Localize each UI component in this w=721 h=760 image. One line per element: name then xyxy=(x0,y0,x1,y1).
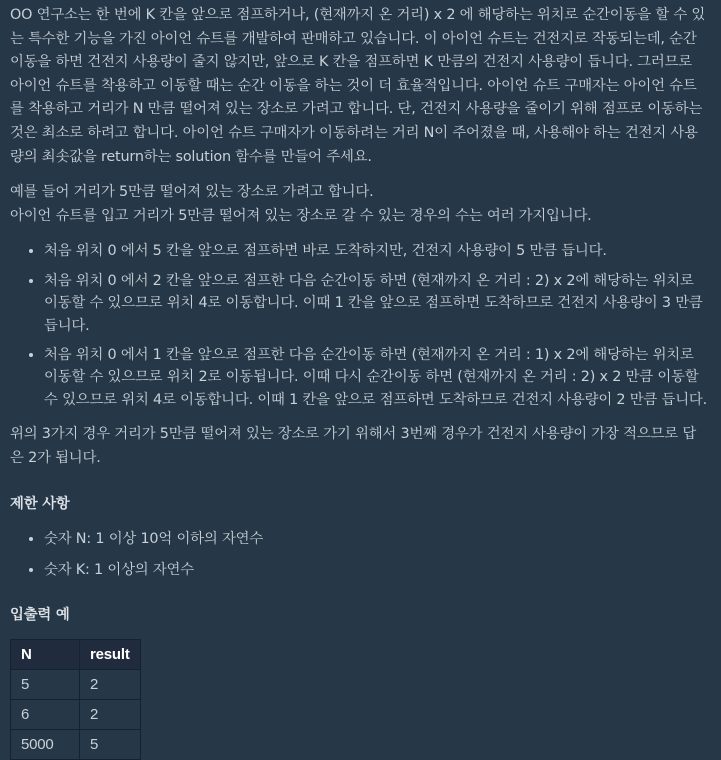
example-cases-list xyxy=(10,240,707,411)
example-intro-paragraph xyxy=(10,181,707,228)
column-header-n: N xyxy=(11,640,80,670)
table-header-row xyxy=(11,640,141,670)
example-intro-line-1: 예를 들어 거리가 5만큼 떨어져 있는 장소로 가려고 합니다. xyxy=(10,184,374,201)
example-intro-line-2: 아이언 슈트를 입고 거리가 5만큼 떨어져 있는 장소로 갈 수 있는 경우의 수는 여러 가지입니다. xyxy=(10,207,592,224)
list-item: • 처음 위치 0 에서 5 칸을 앞으로 점프하면 바로 도착하지만, 건전지 사용량이 5 만큼 듭니다. xyxy=(44,240,707,262)
table-cell-result: 5 xyxy=(80,730,141,760)
table-cell-result: 2 xyxy=(80,700,141,730)
table-cell-n: 5 xyxy=(11,670,80,700)
column-header-result: result xyxy=(80,640,141,670)
table-row xyxy=(11,670,141,700)
conclusion-paragraph: 위의 3가지 경우 거리가 5만큼 떨어져 있는 장소로 가기 위해서 3번째 경우가 건전지 사용량이 가장 적으므로 답은 2가 됩니다. xyxy=(10,426,697,466)
list-item: • 숫자 K: 1 이상의 자연수 xyxy=(44,559,707,581)
constraints-heading: 제한 사항 xyxy=(10,496,70,513)
table-cell-result: 2 xyxy=(80,670,141,700)
constraints-list xyxy=(10,528,707,581)
list-item: • 처음 위치 0 에서 2 칸을 앞으로 점프한 다음 순간이동 하면 (현재까지 온 거리 : 2) x 2에 해당하는 위치로 이동할 수 있으므로 위치 4로 이동합니다. 이때 1 칸을 앞으로 점프하면 도착하므로 건전지 사용량이 3 만큼 듭니다. xyxy=(44,270,707,337)
io-example-table xyxy=(10,639,141,760)
table-cell-n: 5000 xyxy=(11,730,80,760)
table-cell-n: 6 xyxy=(11,700,80,730)
list-item: • 숫자 N: 1 이상 10억 이하의 자연수 xyxy=(44,528,707,550)
table-row xyxy=(11,700,141,730)
table-row xyxy=(11,730,141,760)
list-item: • 처음 위치 0 에서 1 칸을 앞으로 점프한 다음 순간이동 하면 (현재까지 온 거리 : 1) x 2에 해당하는 위치로 이동할 수 있으므로 위치 2로 이동됩니다. 이때 다시 순간이동 하면 (현재까지 온 거리 : 2) x 2 만큼 이동할 수 있으므로 위치 4로 이동합니다. 이때 1 칸을 앞으로 점프하면 도착하므로 건전지 사용량이 2 만큼 듭니다. xyxy=(44,344,707,411)
io-example-heading: 입출력 예 xyxy=(10,607,70,624)
description-paragraph: OO 연구소는 한 번에 K 칸을 앞으로 점프하거나, (현재까지 온 거리) x 2 에 해당하는 위치로 순간이동을 할 수 있는 특수한 기능을 가진 아이언 슈트를 개발하여 판매하고 있습니다. 이 아이언 슈트는 건전지로 작동되는데, 순간이동을 하면 건전지 사용량이 줄지 않지만, 앞으로 K 칸을 점프하면 K 만큼의 건전지 사용량이 듭니다. 그러므로 아이언 슈트를 착용하고 이동할 때는 순간 이동을 하는 것이 더 효율적입니다. 아이언 슈트 구매자는 아이언 슈트를 착용하고 거리가 N 만큼 떨어져 있는 장소로 가려고 합니다. 단, 건전지 사용량을 줄이기 위해 점프로 이동하는 것은 최소로 하려고 합니다. 아이언 슈트 구매자가 이동하려는 거리 N이 주어졌을 때, 사용해야 하는 건전지 사용량의 최솟값을 return하는 solution 함수를 만들어 주세요. xyxy=(10,7,706,165)
